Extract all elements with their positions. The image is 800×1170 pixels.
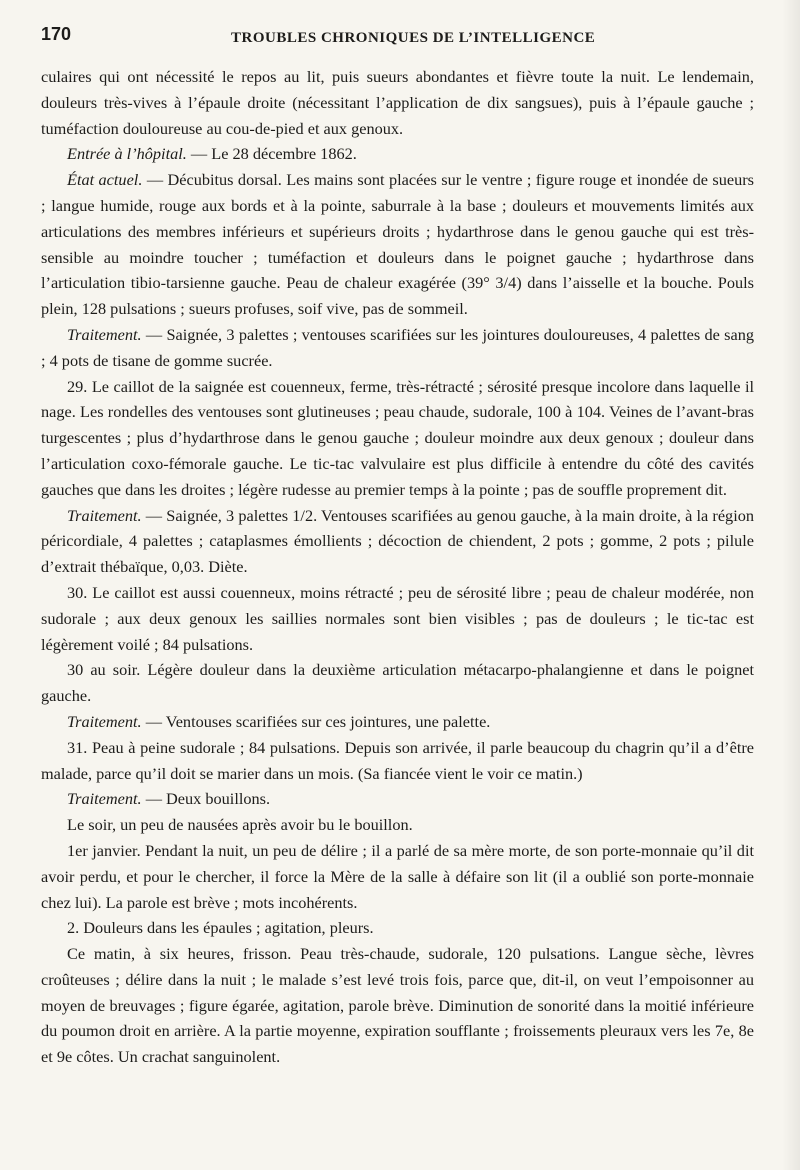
paragraph-text: 31. Peau à peine sudorale ; 84 pulsations. Depuis son arrivée, il parle beaucoup du chagrin qu’il a d’être malade, parce qu’il doit se marier dans un mois. (Sa fiancée vient le voir ce matin.) bbox=[41, 737, 754, 783]
paragraph bbox=[41, 915, 754, 941]
paragraph-text: Le soir, un peu de nausées après avoir bu le bouillon. bbox=[67, 815, 413, 835]
paragraph bbox=[41, 812, 754, 838]
paragraph-text: — Ventouses scarifiées sur ces jointures, une palette. bbox=[141, 711, 491, 731]
paragraph bbox=[41, 374, 754, 503]
section-label: Traitement. bbox=[67, 789, 142, 809]
paragraph-text: 29. Le caillot de la saignée est couenneux, ferme, très-rétracté ; sérosité presque incolore dans laquelle il nage. Les rondelles des ventouses sont glutineuses ; peau chaude, sudorale, 100 à 104. Veines de l’avant-bras turgescentes ; plus d’hydarthrose dans le genou gauche ; douleur moindre aux deux genoux ; douleur dans l’articulation coxo-fémorale gauche. Le tic-tac valvulaire est plus difficile à entendre du côté des cavités gauches que dans les droites ; légère rudesse au premier temps à la pointe ; pas de souffle proprement dit. bbox=[41, 376, 754, 499]
paragraph-text: 30. Le caillot est aussi couenneux, moins rétracté ; peu de sérosité libre ; peau de chaleur modérée, non sudorale ; aux deux genoux les saillies normales sont bien visibles ; pas de douleurs ; le tic-tac est légèrement voilé ; 84 pulsations. bbox=[41, 582, 754, 654]
paragraph bbox=[41, 709, 754, 735]
section-label: Traitement. bbox=[67, 711, 142, 731]
section-label: Traitement. bbox=[67, 324, 142, 344]
paragraph-text: — Deux bouillons. bbox=[141, 789, 271, 809]
paragraph-text: — Le 28 décembre 1862. bbox=[186, 144, 357, 164]
paragraph-text: 30 au soir. Légère douleur dans la deuxième articulation métacarpo-phalangienne et dans le poignet gauche. bbox=[41, 660, 754, 706]
paragraph-text: 2. Douleurs dans les épaules ; agitation, pleurs. bbox=[67, 918, 374, 938]
paragraph-text: Ce matin, à six heures, frisson. Peau très-chaude, sudorale, 120 pulsations. Langue sèche, lèvres croûteuses ; délire dans la nuit ; le malade s’est levé trois fois, parce que, dit-il, on veut l’empoisonner au moyen de breuvages ; figure égarée, agitation, parole brève. Diminution de sonorité dans la moitié inférieure du poumon droit en arrière. A la partie moyenne, expiration soufflante ; froissements pleuraux vers les 7e, 8e et 9e côtes. Un crachat sanguinolent. bbox=[41, 944, 754, 1067]
paragraph bbox=[41, 580, 754, 657]
page-number: 170 bbox=[41, 24, 72, 44]
paragraph bbox=[41, 503, 754, 580]
paragraph bbox=[41, 941, 754, 1070]
paragraph bbox=[41, 786, 754, 812]
paragraph-text: culaires qui ont nécessité le repos au lit, puis sueurs abondantes et fièvre toute la nuit. Le lendemain, douleurs très-vives à l’épaule droite (nécessitant l’application de dix sangsues), puis à l’épaule gauche ; tuméfaction douloureuse au cou-de-pied et aux genoux. bbox=[41, 67, 754, 138]
section-label: Entrée à l’hôpital. bbox=[67, 144, 187, 164]
running-title: TROUBLES CHRONIQUES DE L’INTELLIGENCE bbox=[231, 30, 596, 46]
paragraph bbox=[41, 657, 754, 709]
paragraph bbox=[41, 838, 754, 915]
page-header bbox=[41, 24, 754, 58]
paragraph bbox=[41, 141, 754, 167]
paragraph bbox=[41, 322, 754, 374]
body-text bbox=[41, 64, 754, 1070]
paragraph-text: — Décubitus dorsal. Les mains sont placées sur le ventre ; figure rouge et inondée de sueurs ; langue humide, rouge aux bords et à la pointe, saburrale à la base ; douleurs et mouvements limités aux articulations des membres inférieurs et supérieurs droits ; hydarthrose dans le genou gauche qui est très-sensible au moindre toucher ; tuméfaction et douleurs dans le poignet gauche ; hydarthrose dans l’articulation tibio-tarsienne gauche. Peau de chaleur exagérée (39° 3/4) dans l’aisselle et la bouche. Pouls plein, 128 pulsations ; sueurs profuses, soif vive, pas de sommeil. bbox=[41, 170, 754, 319]
paragraph-text: 1er janvier. Pendant la nuit, un peu de délire ; il a parlé de sa mère morte, de son porte-monnaie qu’il dit avoir perdu, et pour le chercher, il force la Mère de la salle à défaire son lit (il a oublié son porte-monnaie chez lui). La parole est brève ; mots incohérents. bbox=[41, 840, 754, 912]
paragraph bbox=[41, 167, 754, 322]
page-edge-shadow bbox=[782, 0, 800, 1170]
paragraph-text: — Saignée, 3 palettes ; ventouses scarifiées sur les jointures douloureuses, 4 palettes de sang ; 4 pots de tisane de gomme sucrée. bbox=[41, 324, 754, 370]
section-label: État actuel. bbox=[67, 170, 143, 190]
paragraph bbox=[41, 64, 754, 141]
paragraph-text: — Saignée, 3 palettes 1/2. Ventouses scarifiées au genou gauche, à la main droite, à la région péricordiale, 4 palettes ; cataplasmes émollients ; décoction de chiendent, 2 pots ; gomme, 2 pots ; pilule d’extrait thébaïque, 0,03. Diète. bbox=[41, 505, 754, 577]
paragraph bbox=[41, 735, 754, 787]
section-label: Traitement. bbox=[67, 505, 142, 525]
